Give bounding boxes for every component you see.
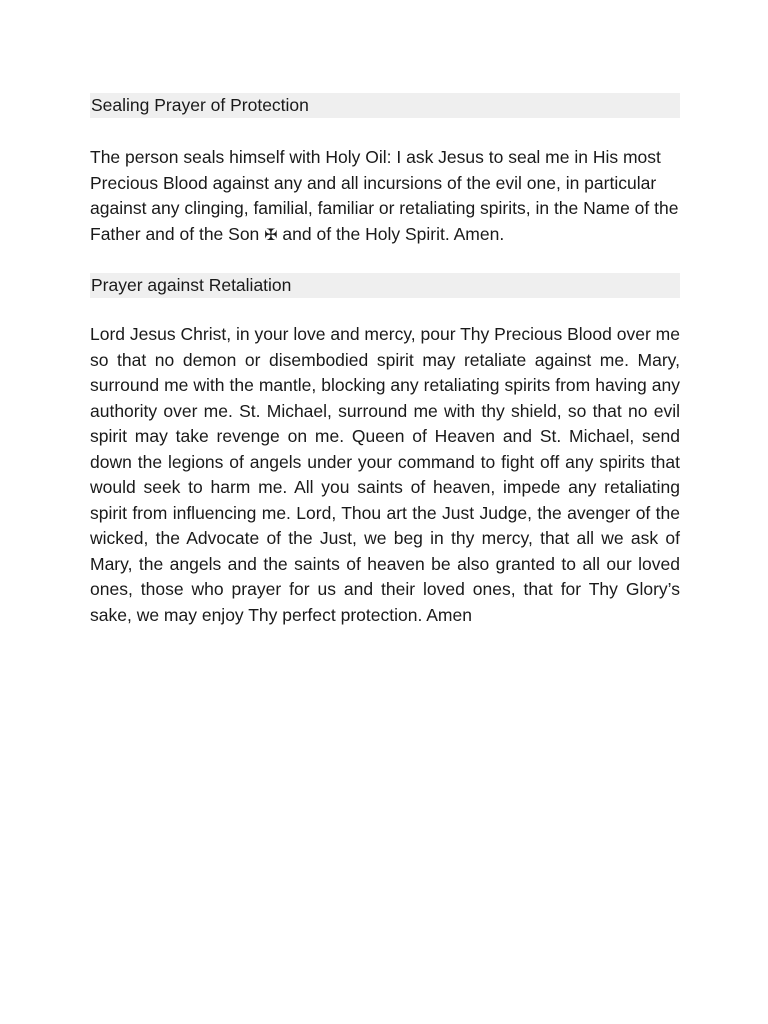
sealing-prayer-text-part-2: and of the Holy Spirit. Amen. — [277, 223, 505, 244]
sealing-prayer-text-part-1: The person seals himself with Holy Oil: I ask Jesus to seal me in His most Precious Blood against any and all incursions of the evil one, in particular against any clinging, familial, familiar or retaliating spirits, in the Name of the Father and of the Son — [90, 147, 679, 244]
retaliation-prayer-paragraph: Lord Jesus Christ, in your love and mercy, pour Thy Precious Blood over me so that no demon or disembodied spirit may retaliate against me. Mary, surround me with the mantle, blocking any retaliating spirits from having any authority over me. St. Michael, surround me with thy shield, so that no evil spirit may take revenge on me. Queen of Heaven and St. Michael, send down the legions of angels under your command to fight off any spirits that would seek to harm me. All you saints of heaven, impede any retaliating spirit from influencing me. Lord, Thou art the Just Judge, the avenger of the wicked, the Advocate of the Just, we beg in thy mercy, that all we ask of Mary, the angels and the saints of heaven be also granted to all our loved ones, those who prayer for us and their loved ones, that for Thy Glory’s sake, we may enjoy Thy perfect protection. Amen — [90, 324, 680, 625]
cross-pattee-icon: ✠ — [264, 224, 278, 244]
section-heading-sealing-prayer: Sealing Prayer of Protection — [90, 93, 680, 118]
sealing-prayer-paragraph — [90, 145, 680, 247]
document-page — [90, 93, 680, 628]
section-heading-retaliation-prayer: Prayer against Retaliation — [90, 273, 680, 298]
